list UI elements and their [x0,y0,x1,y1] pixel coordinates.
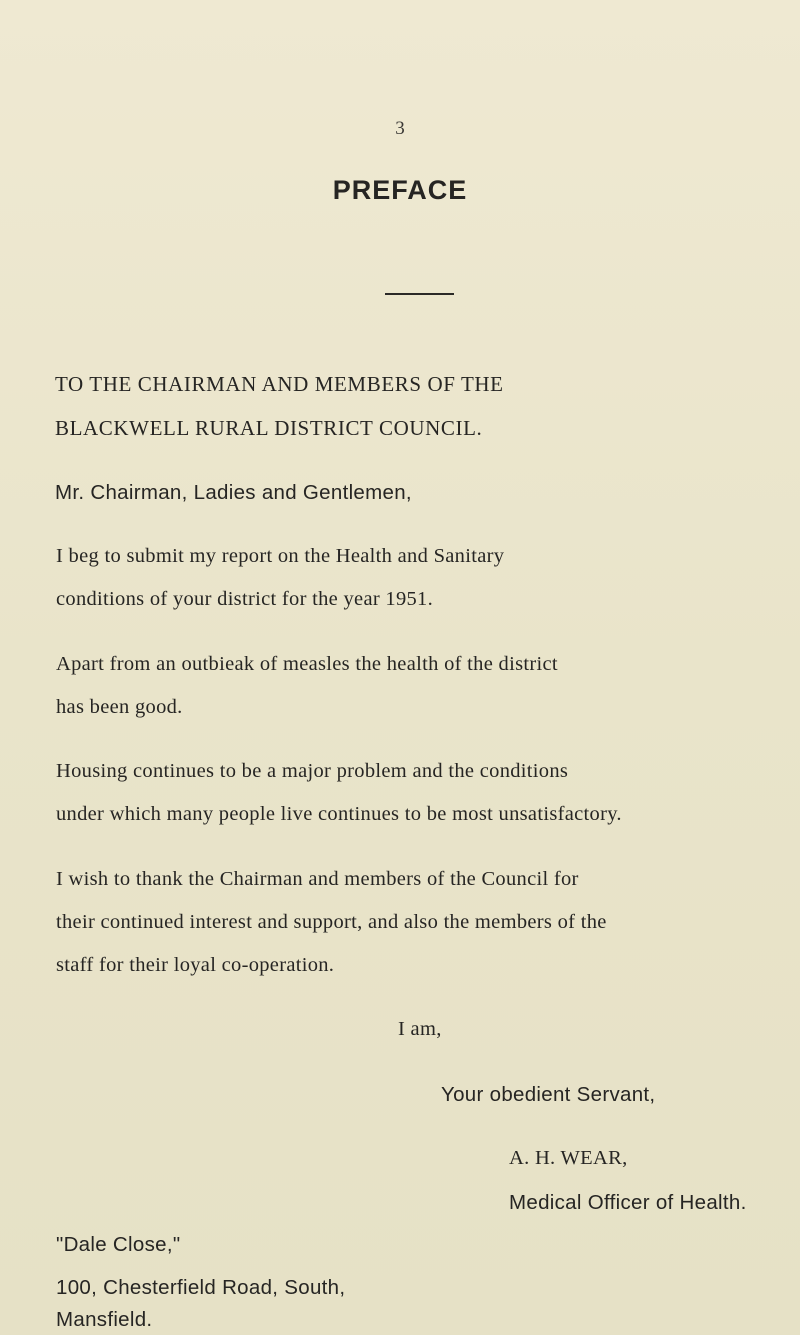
page-title: PREFACE [332,175,468,205]
paragraph-4-line-1: I wish to thank the Chairman and members of the Council for [56,868,579,890]
title-divider [385,293,454,295]
address-line-3: Mansfield. [56,1308,153,1331]
signatory-position: Medical Officer of Health. [509,1191,747,1214]
paragraph-2-line-1: Apart from an outbieak of measles the health of the district [56,653,558,675]
paragraph-1-line-2: conditions of your district for the year 1951. [56,588,434,610]
signatory-name: A. H. WEAR, [509,1147,628,1169]
addressee-line-2: BLACKWELL RURAL DISTRICT COUNCIL. [55,416,483,440]
paragraph-2-line-2: has been good. [56,696,183,718]
paragraph-4-line-2: their continued interest and support, and also the members of the [56,911,607,933]
paragraph-3-line-1: Housing continues to be a major problem and the conditions [56,760,569,782]
paragraph-4-line-3: staff for their loyal co-operation. [56,954,335,976]
address-line-1: "Dale Close," [56,1233,181,1256]
address-line-2: 100, Chesterfield Road, South, [56,1276,346,1299]
closing-servant: Your obedient Servant, [441,1083,656,1106]
paragraph-3-line-2: under which many people live continues to be most unsatisfactory. [56,803,622,825]
salutation: Mr. Chairman, Ladies and Gentlemen, [55,481,412,504]
page-number: 3 [395,118,405,139]
addressee-line-1: TO THE CHAIRMAN AND MEMBERS OF THE [55,372,504,396]
closing-i-am: I am, [398,1018,442,1040]
paragraph-1-line-1: I beg to submit my report on the Health and Sanitary [56,545,505,567]
